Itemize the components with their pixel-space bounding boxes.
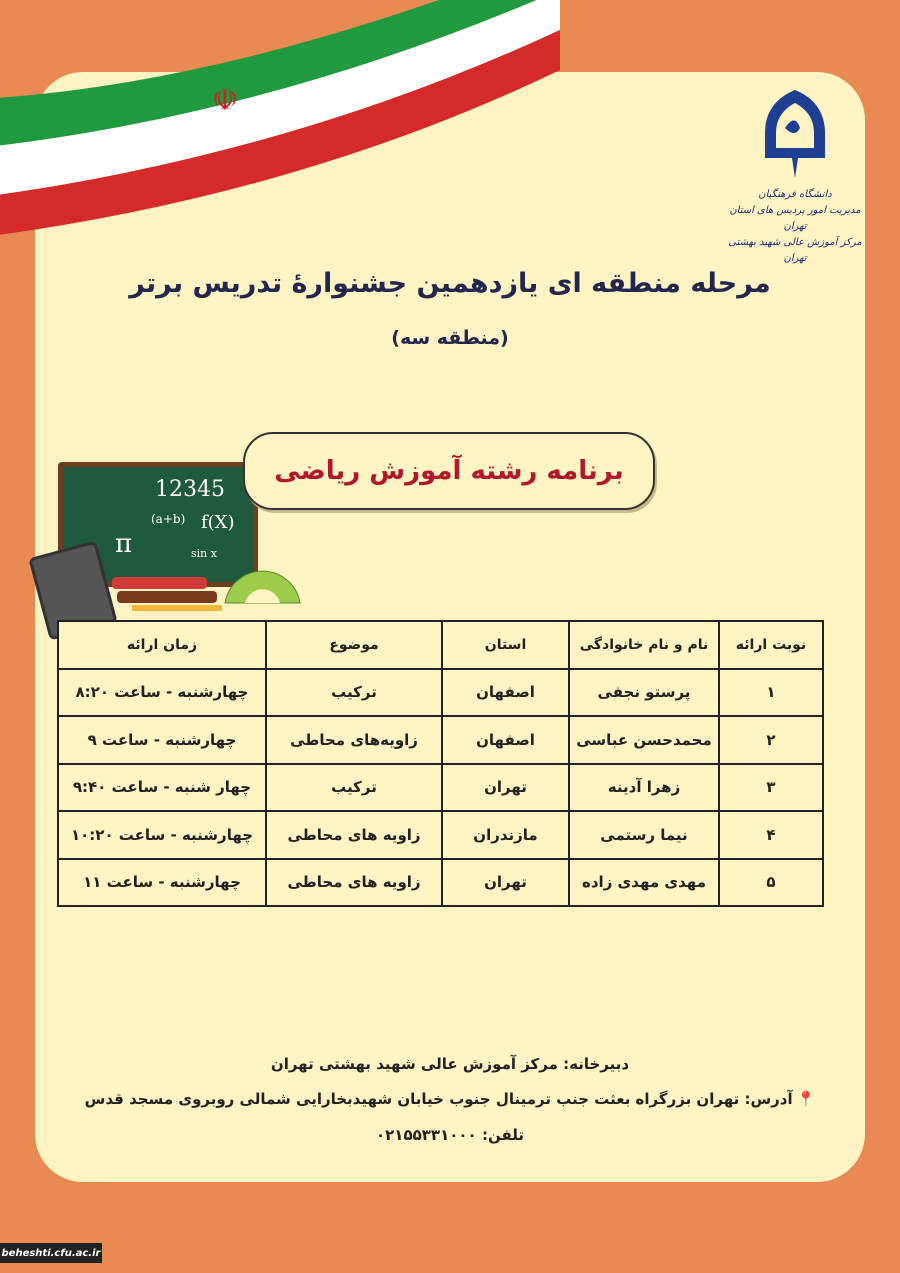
cell-time: چهار شنبه - ساعت ۹:۴۰ — [58, 764, 266, 812]
board-text: 12345 — [155, 477, 225, 502]
table-row — [58, 764, 823, 812]
cell-name: مهدی مهدی زاده — [569, 859, 719, 907]
board-text: sin x — [191, 547, 217, 560]
cell-order: ۴ — [719, 811, 823, 859]
cell-order: ۵ — [719, 859, 823, 907]
address-text: آدرس: تهران بزرگراه بعثت جنب ترمینال جنوب خیابان شهیدبخارایی شمالی روبروی مسجد قدس — [84, 1090, 793, 1108]
cell-time: چهارشنبه - ساعت ۸:۲۰ — [58, 669, 266, 717]
cell-time: چهارشنبه - ساعت ۱۱ — [58, 859, 266, 907]
watermark: beheshti.cfu.ac.ir — [0, 1243, 102, 1263]
page-title: مرحله منطقه ای یازدهمین جشنوارهٔ تدریس برتر — [129, 268, 771, 299]
svg-text:☫: ☫ — [211, 83, 239, 118]
cell-topic: زاویه های محاطی — [266, 811, 442, 859]
cell-province: تهران — [442, 859, 569, 907]
secretariat-text: دبیرخانه: مرکز آموزش عالی شهید بهشتی تهران — [270, 1055, 630, 1073]
protractor-icon — [220, 555, 305, 605]
board-text: (a+b) — [151, 512, 186, 526]
logo-line: مدیریت امور پردیس های استان تهران — [729, 205, 861, 232]
cell-name: پرستو نجفی — [569, 669, 719, 717]
page-subtitle: (منطقه سه) — [391, 327, 509, 349]
cell-province: اصفهان — [442, 716, 569, 764]
cell-province: اصفهان — [442, 669, 569, 717]
col-order: نوبت ارائه — [719, 621, 823, 669]
table-row — [58, 811, 823, 859]
iran-flag — [0, 0, 560, 240]
table-row — [58, 859, 823, 907]
cell-time: چهارشنبه - ساعت ۹ — [58, 716, 266, 764]
books-icon — [112, 575, 222, 615]
col-topic: موضوع — [266, 621, 442, 669]
board-text: f(X) — [201, 512, 235, 533]
cell-province: مازندران — [442, 811, 569, 859]
location-pin-icon: 📍 — [796, 1090, 816, 1108]
table-row — [58, 716, 823, 764]
table-row — [58, 669, 823, 717]
cell-name: زهرا آدینه — [569, 764, 719, 812]
cell-topic: ترکیب — [266, 669, 442, 717]
university-logo — [720, 88, 870, 267]
program-banner: برنامه رشته آموزش ریاضی — [243, 432, 655, 510]
cell-topic: ترکیب — [266, 764, 442, 812]
cell-topic: زاویه‌های محاطی — [266, 716, 442, 764]
logo-line: مرکز آموزش عالی شهید بهشتی تهران — [728, 237, 862, 264]
cell-topic: زاویه های محاطی — [266, 859, 442, 907]
col-time: زمان ارائه — [58, 621, 266, 669]
cell-name: محمدحسن عباسی — [569, 716, 719, 764]
table-header-row — [58, 621, 823, 669]
cell-time: چهارشنبه - ساعت ۱۰:۲۰ — [58, 811, 266, 859]
address-line — [0, 1090, 900, 1108]
schedule-table — [57, 620, 824, 907]
board-text: π — [115, 529, 133, 559]
col-province: استان — [442, 621, 569, 669]
cell-order: ۱ — [719, 669, 823, 717]
cell-province: تهران — [442, 764, 569, 812]
logo-line: دانشگاه فرهنگیان — [758, 189, 832, 200]
cell-order: ۳ — [719, 764, 823, 812]
col-name: نام و نام خانوادگی — [569, 621, 719, 669]
phone-text: تلفن: ۰۲۱۵۵۳۳۱۰۰۰ — [376, 1126, 524, 1144]
cell-name: نیما رستمی — [569, 811, 719, 859]
cell-order: ۲ — [719, 716, 823, 764]
logo-emblem-icon — [760, 88, 830, 183]
